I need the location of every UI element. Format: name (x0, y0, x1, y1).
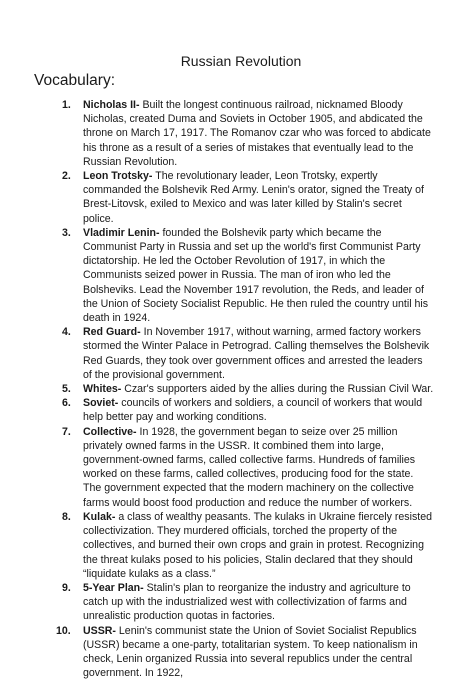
vocab-item-kulak (0, 510, 474, 581)
section-heading-vocabulary: Vocabulary: (34, 72, 115, 89)
vocab-term: Vladimir Lenin- (83, 226, 160, 239)
vocab-term: Kulak- (83, 510, 116, 523)
vocab-number: 10. (56, 624, 71, 637)
vocab-term: Nicholas II- (83, 99, 140, 111)
vocab-number: 2. (62, 170, 71, 183)
vocab-definition: Lenin's communist state the Union of Soviet Socialist Republics (USSR) became a one-party, totalitarian system. To keep nationalism in check, Lenin organized Russia into several republics under the central government. In 1922, (83, 624, 418, 680)
vocab-number: 5. (62, 383, 71, 396)
vocab-number: 7. (62, 425, 71, 438)
vocabulary-list (0, 98, 474, 680)
vocab-number: 3. (62, 226, 71, 239)
vocab-term: Collective- (83, 425, 137, 438)
vocab-item-leon-trotsky (0, 169, 474, 226)
vocab-term: 5-Year Plan- (83, 581, 144, 594)
vocab-term: Whites- (83, 383, 122, 396)
vocab-item-vladimir-lenin (0, 226, 474, 325)
vocab-item-5-year-plan (0, 581, 474, 624)
vocab-definition: a class of wealthy peasants. The kulaks in Ukraine fiercely resisted collectivization. They murdered officials, torched the property of the collectives, and burned their own crops and grain in protest. Recognizing the threat kulaks posed to his policies, Stalin declared that they should “liquidate kulaks as a class.” (83, 510, 432, 580)
vocab-item-soviet (0, 396, 474, 424)
vocab-term: Red Guard- (83, 326, 141, 339)
vocab-definition: In 1928, the government began to seize over 25 million privately owned farms in the USSR. It combined them into large, government-owned farms, called collective farms. Hundreds of families worked on these farms, called collectives, producing food for the state. The government expected that the modern machinery on the collective farms would boost food production and reduce the number of workers. (83, 425, 416, 509)
vocab-item-collective (0, 425, 474, 510)
vocab-number: 8. (62, 510, 71, 523)
vocab-item-red-guard (0, 325, 474, 382)
vocab-number: 4. (62, 326, 71, 339)
vocab-item-whites (0, 382, 474, 396)
vocab-definition: Czar's supporters aided by the allies during the Russian Civil War. (121, 383, 434, 396)
vocab-term: USSR- (83, 624, 116, 637)
vocab-number: 6. (62, 397, 71, 410)
vocab-definition: The revolutionary leader, Leon Trotsky, expertly commanded the Bolshevik Red Army. Lenin's orator, signed the Treaty of Brest-Litovsk, exiled to Mexico and was later killed by Stalin's secret police. (83, 170, 425, 225)
vocab-definition: In November 1917, without warning, armed factory workers stormed the Winter Palace in Petrograd. Calling themselves the Bolshevik Red Guards, they took over government offices and arrested the leaders of the provisional government. (83, 326, 430, 381)
vocab-number: 9. (62, 581, 71, 594)
vocab-term: Leon Trotsky- (83, 170, 153, 183)
document-title: Russian Revolution (180, 53, 302, 69)
vocab-definition: councils of workers and soldiers, a council of workers that would help better pay and working conditions. (83, 397, 423, 424)
vocab-definition: Built the longest continuous railroad, nicknamed Bloody Nicholas, created Duma and Soviets in October 1905, and abdicated the throne on March 17, 1917. The Romanov czar who was forced to abdicate his throne as a result of a series of mistakes that eventually lead to the Russian Revolution. (83, 99, 431, 168)
vocab-number: 1. (62, 99, 71, 111)
vocab-item-nicholas-ii (0, 98, 474, 169)
vocab-item-ussr (0, 624, 474, 680)
vocab-definition: Stalin's plan to reorganize the industry and agriculture to catch up with the industrialized west with collectivization of farms and unrealistic production quotas in factories. (83, 581, 411, 623)
vocab-term: Soviet- (83, 397, 119, 410)
vocab-definition: founded the Bolshevik party which became the Communist Party in Russia and set up the world's first Communist Party dictatorship. He led the October Revolution of 1917, in which the Communists seized power in Russia. The man of iron who led the Bolsheviks. Lead the November 1917 revolution, the Reds, and leader of the Union of Society Socialist Republic. He then ruled the country until his death in 1924. (83, 226, 429, 325)
